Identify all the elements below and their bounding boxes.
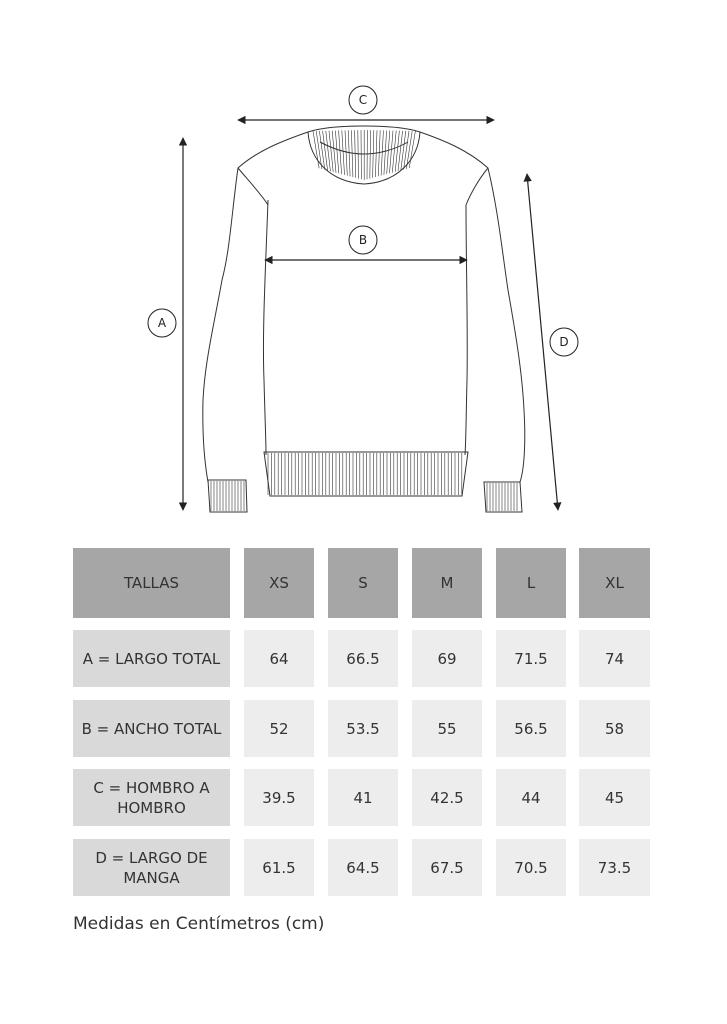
table-cell: 52 xyxy=(244,700,314,757)
row-label: B = ANCHO TOTAL xyxy=(73,700,230,757)
table-cell: 66.5 xyxy=(328,630,398,687)
table-cell: 71.5 xyxy=(496,630,566,687)
sweater-outline-icon xyxy=(203,126,525,512)
table-cell: 61.5 xyxy=(244,839,314,896)
table-cell: 41 xyxy=(328,769,398,826)
label-c: C xyxy=(358,93,368,107)
table-cell: 64 xyxy=(244,630,314,687)
table-cell: 67.5 xyxy=(412,839,482,896)
table-cell: 56.5 xyxy=(496,700,566,757)
footnote: Medidas en Centímetros (cm) xyxy=(73,914,325,934)
table-cell: 70.5 xyxy=(496,839,566,896)
table-cell: 53.5 xyxy=(328,700,398,757)
table-cell: 42.5 xyxy=(412,769,482,826)
header-size: L xyxy=(496,548,566,618)
table-cell: 39.5 xyxy=(244,769,314,826)
table-cell: 58 xyxy=(579,700,650,757)
table-cell: 44 xyxy=(496,769,566,826)
label-a: A xyxy=(157,316,167,330)
header-tallas: TALLAS xyxy=(73,548,230,618)
row-label: C = HOMBRO A HOMBRO xyxy=(73,769,230,826)
label-d: D xyxy=(559,335,569,349)
row-label: A = LARGO TOTAL xyxy=(73,630,230,687)
table-cell: 69 xyxy=(412,630,482,687)
header-size: M xyxy=(412,548,482,618)
header-size: XL xyxy=(579,548,650,618)
table-cell: 64.5 xyxy=(328,839,398,896)
table-cell: 55 xyxy=(412,700,482,757)
row-label: D = LARGO DE MANGA xyxy=(73,839,230,896)
table-cell: 73.5 xyxy=(579,839,650,896)
header-size: XS xyxy=(244,548,314,618)
header-size: S xyxy=(328,548,398,618)
label-b: B xyxy=(358,233,368,247)
rib-texture xyxy=(211,130,517,511)
table-cell: 45 xyxy=(579,769,650,826)
table-cell: 74 xyxy=(579,630,650,687)
